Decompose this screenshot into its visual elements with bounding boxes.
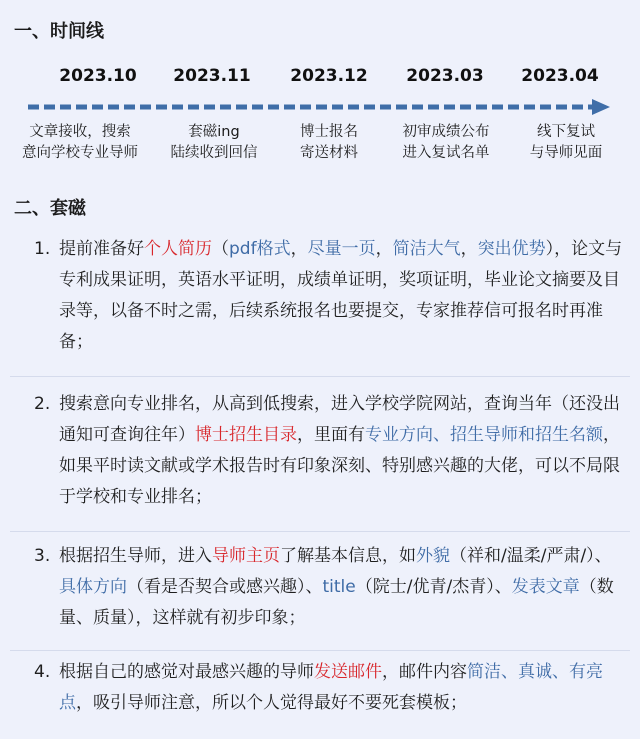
divider <box>10 376 630 377</box>
text-segment: ， <box>375 239 393 259</box>
highlight-blue-text: 简洁、真诚、有亮点 <box>59 662 603 713</box>
timeline-label-line: 意向学校专业导师 <box>22 145 138 161</box>
timeline-label-line: 寄送材料 <box>300 145 358 161</box>
highlight-blue-text: pdf格式 <box>229 239 291 259</box>
timeline-label-line: 初审成绩公布 <box>402 124 490 140</box>
text-segment: （院士/优青/杰青）、 <box>355 577 512 597</box>
timeline-date: 2023.03 <box>406 66 484 86</box>
divider <box>10 531 630 532</box>
section-title-outreach: 二、套磁 <box>14 198 86 219</box>
list-item-text <box>59 657 624 719</box>
divider <box>10 650 630 651</box>
text-segment: （数量、质量），这样就有初步印象； <box>59 577 614 628</box>
text-segment: 了解基本信息，如 <box>280 546 416 566</box>
timeline-date: 2023.12 <box>290 66 368 86</box>
list-item <box>34 389 624 513</box>
highlight-blue-text: 具体方向 <box>59 577 127 597</box>
timeline-label-line: 与导师见面 <box>529 145 603 161</box>
text-segment: （ <box>212 239 229 259</box>
text-segment: 根据招生导师，进入 <box>59 546 212 566</box>
text-segment: （看是否契合或感兴趣）、 <box>127 577 323 597</box>
timeline-dates <box>0 66 640 92</box>
timeline-label-line: 线下复试 <box>537 124 595 140</box>
text-segment: 根据自己的感觉对最感兴趣的导师 <box>59 662 314 682</box>
text-segment: ， <box>290 239 308 259</box>
timeline-labels <box>0 122 640 172</box>
list-number: 1. <box>34 239 51 259</box>
highlight-blue-text: title <box>322 577 356 597</box>
highlight-blue-text: 发表文章 <box>511 577 580 597</box>
list-item <box>34 234 624 358</box>
text-segment: ，吸引导师注意，所以个人觉得最好不要死套模板； <box>76 693 467 713</box>
text-segment: 搜索意向专业排名，从高到低搜索，进入学校学院网站，查询当年（还没出通知可查询往年） <box>59 394 620 445</box>
highlight-blue-text: 专业方向、招生导师和招生名额 <box>365 425 603 445</box>
section-title-timeline: 一、时间线 <box>14 21 104 42</box>
list-item-text <box>59 234 624 358</box>
timeline-date: 2023.11 <box>173 66 251 86</box>
text-segment: ， <box>460 239 478 259</box>
text-segment: ，里面有 <box>297 425 365 445</box>
list-item-text <box>59 541 624 634</box>
timeline-label <box>496 122 636 164</box>
timeline-date: 2023.04 <box>521 66 599 86</box>
highlight-blue-text: 外貌 <box>416 546 450 566</box>
timeline-date: 2023.10 <box>59 66 137 86</box>
text-segment: ，如果平时读文献或学术报告时有印象深刻、特别感兴趣的大佬，可以不局限于学校和专业排名； <box>59 425 620 507</box>
highlight-blue-text: 简洁大气 <box>392 239 461 259</box>
text-segment: ），论文与专利成果证明，英语水平证明，成绩单证明，奖项证明，毕业论文摘要及目录等，以备不时之需，后续系统报名也要提交，专家推荐信可报名时再准备； <box>59 239 623 352</box>
list-number: 3. <box>34 546 51 566</box>
timeline-arrowhead <box>592 99 610 115</box>
highlight-blue-text: 突出优势 <box>477 239 546 259</box>
timeline-label-line: 进入复试名单 <box>402 145 490 161</box>
timeline-label <box>376 122 516 164</box>
highlight-red-text: 导师主页 <box>212 546 280 566</box>
list-item <box>34 541 624 634</box>
list-item <box>34 657 624 719</box>
highlight-red-text: 发送邮件 <box>314 662 382 682</box>
timeline-label-line: 陆续收到回信 <box>170 145 258 161</box>
list-number: 4. <box>34 662 51 682</box>
text-segment: ，邮件内容 <box>382 662 467 682</box>
timeline-arrow <box>26 97 612 117</box>
highlight-blue-text: 尽量一页 <box>307 239 376 259</box>
text-segment: （祥和/温柔/严肃/）、 <box>450 546 612 566</box>
highlight-red-text: 个人简历 <box>144 239 212 259</box>
timeline-label-line: 博士报名 <box>300 124 358 140</box>
highlight-red-text: 博士招生目录 <box>195 425 297 445</box>
timeline-label-line: 套磁ing <box>188 124 240 140</box>
list-number: 2. <box>34 394 51 414</box>
text-segment: 提前准备好 <box>59 239 144 259</box>
timeline-label-line: 文章接收，搜索 <box>29 124 131 140</box>
list-item-text <box>59 389 624 513</box>
timeline-label <box>10 122 150 164</box>
